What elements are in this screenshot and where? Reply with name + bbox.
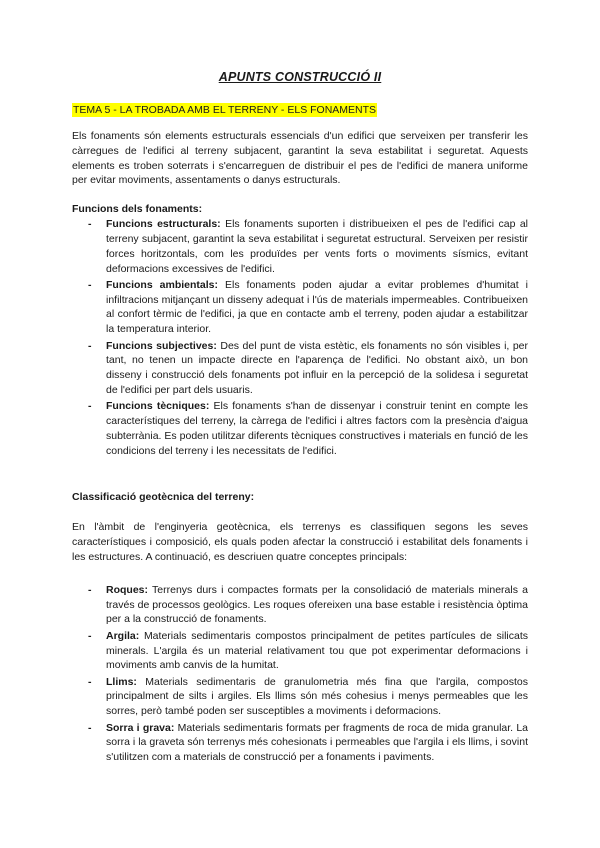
classification-list [72,583,528,765]
item-text: Els fonaments suporten i distribueixen el pes de l'edifici cap al terreny subjacent, garantint la seva estabilitat i seguretat estructural. Serveixen per resistir forces horitzontals, com les produïdes per vents forts o moviments sísmics, evitant deformacions excessives de l'edifici. [106,218,528,275]
item-text: Materials sedimentaris de granulometria més fina que l'argila, compostos principalment de silts i argiles. Els llims són més cohesius i menys permeables que les sorres, però també poden ser susceptibles a moviments i deformacions. [106,675,528,718]
item-text: Des del punt de vista estètic, els fonaments no són visibles i, per tant, no tenen un impacte directe en l'aparença de l'edifici. No obstant això, un bon disseny i construcció dels fonaments pot influir en la percepció de la solidesa i seguretat de l'edifici per part dels usuaris. [106,339,528,396]
document-page [72,70,528,766]
item-text: Els fonaments poden ajudar a evitar problemes d'humitat i infiltracions mitjançant un disseny adequat i l'ús de materials impermeables. Contribueixen al confort tèrmic de l'edifici, ja que en contacte amb el terreny, poden ajudar a estabilitzar la temperatura interior. [106,278,528,336]
bullet-dash: - [88,675,92,688]
functions-section [72,202,528,458]
classification-heading: Classificació geotècnica del terreny: [72,491,255,504]
item-term: Roques: [106,583,148,596]
classification-intro: En l'àmbit de l'enginyeria geotècnica, els terrenys es classifiquen segons les seves característiques i composició, els quals poden afectar la construcció i estabilitat dels fonaments i les estructures. A continuació, es descriuen quatre conceptes principals: [72,521,528,564]
list-item [72,675,528,719]
document-title: APUNTS CONSTRUCCIÓ II [218,70,382,84]
classification-section [72,490,528,764]
item-text: Materials sedimentaris formats per fragments de roca de mida granular. La sorra i la graveta són terrenys més cohesionats i permeables que l'argila i els llims, i sovint s'utilitzen com a materials de construcció per a fonaments i paviments. [106,721,528,764]
list-item [72,339,528,398]
list-item [72,217,528,276]
bullet-dash: - [88,721,92,734]
bullet-dash: - [88,218,92,231]
bullet-dash: - [88,400,92,413]
item-text: Els fonaments s'han de dissenyar i construir tenint en compte les característiques del terreny, la càrrega de l'edifici i altres factors com la presència d'aigua subterrània. Es poden utilitzar diferents tècniques constructives i materials en funció de les condicions del terreny i les necessitats de l'edifici. [106,400,528,457]
item-term: Argila: [106,629,140,642]
list-item [72,721,528,765]
list-item [72,629,528,673]
item-text: Terrenys durs i compactes formats per la consolidació de materials minerals a través de processos geològics. Les roques ofereixen una base estable i resistència òptima per a la construcció de fonaments. [106,583,528,626]
functions-list [72,217,528,458]
topic-heading-highlighted: TEMA 5 - LA TROBADA AMB EL TERRENY - ELS FONAMENTS [73,104,377,116]
item-term: Sorra i grava: [106,721,175,734]
bullet-dash: - [88,629,92,642]
item-term: Funcions estructurals: [106,218,221,231]
functions-heading: Funcions dels fonaments: [72,203,203,216]
item-text: Materials sedimentaris compostos principalment de petites partícules de silicats minerals. L'argila és un material relativament tou que pot experimentar deformacions i moviments amb canvis de la humitat. [106,629,528,672]
bullet-dash: - [88,583,92,596]
intro-paragraph: Els fonaments són elements estructurals essencials d'un edifici que serveixen per transferir les càrregues de l'edifici al terreny subjacent, garantint la seva estabilitat i seguretat. Aquests elements es troben soterrats i s'encarreguen de distribuir el pes de l'edifici de manera uniforme per evitar moviments, assentaments o danys estructurals. [72,130,528,187]
bullet-dash: - [88,278,92,291]
item-term: Funcions ambientals: [106,278,218,291]
item-term: Llims: [106,675,137,688]
bullet-dash: - [88,339,92,352]
list-item [72,583,528,627]
list-item [72,399,528,458]
item-term: Funcions tècniques: [106,400,210,413]
item-term: Funcions subjectives: [106,339,217,352]
list-item [72,278,528,337]
